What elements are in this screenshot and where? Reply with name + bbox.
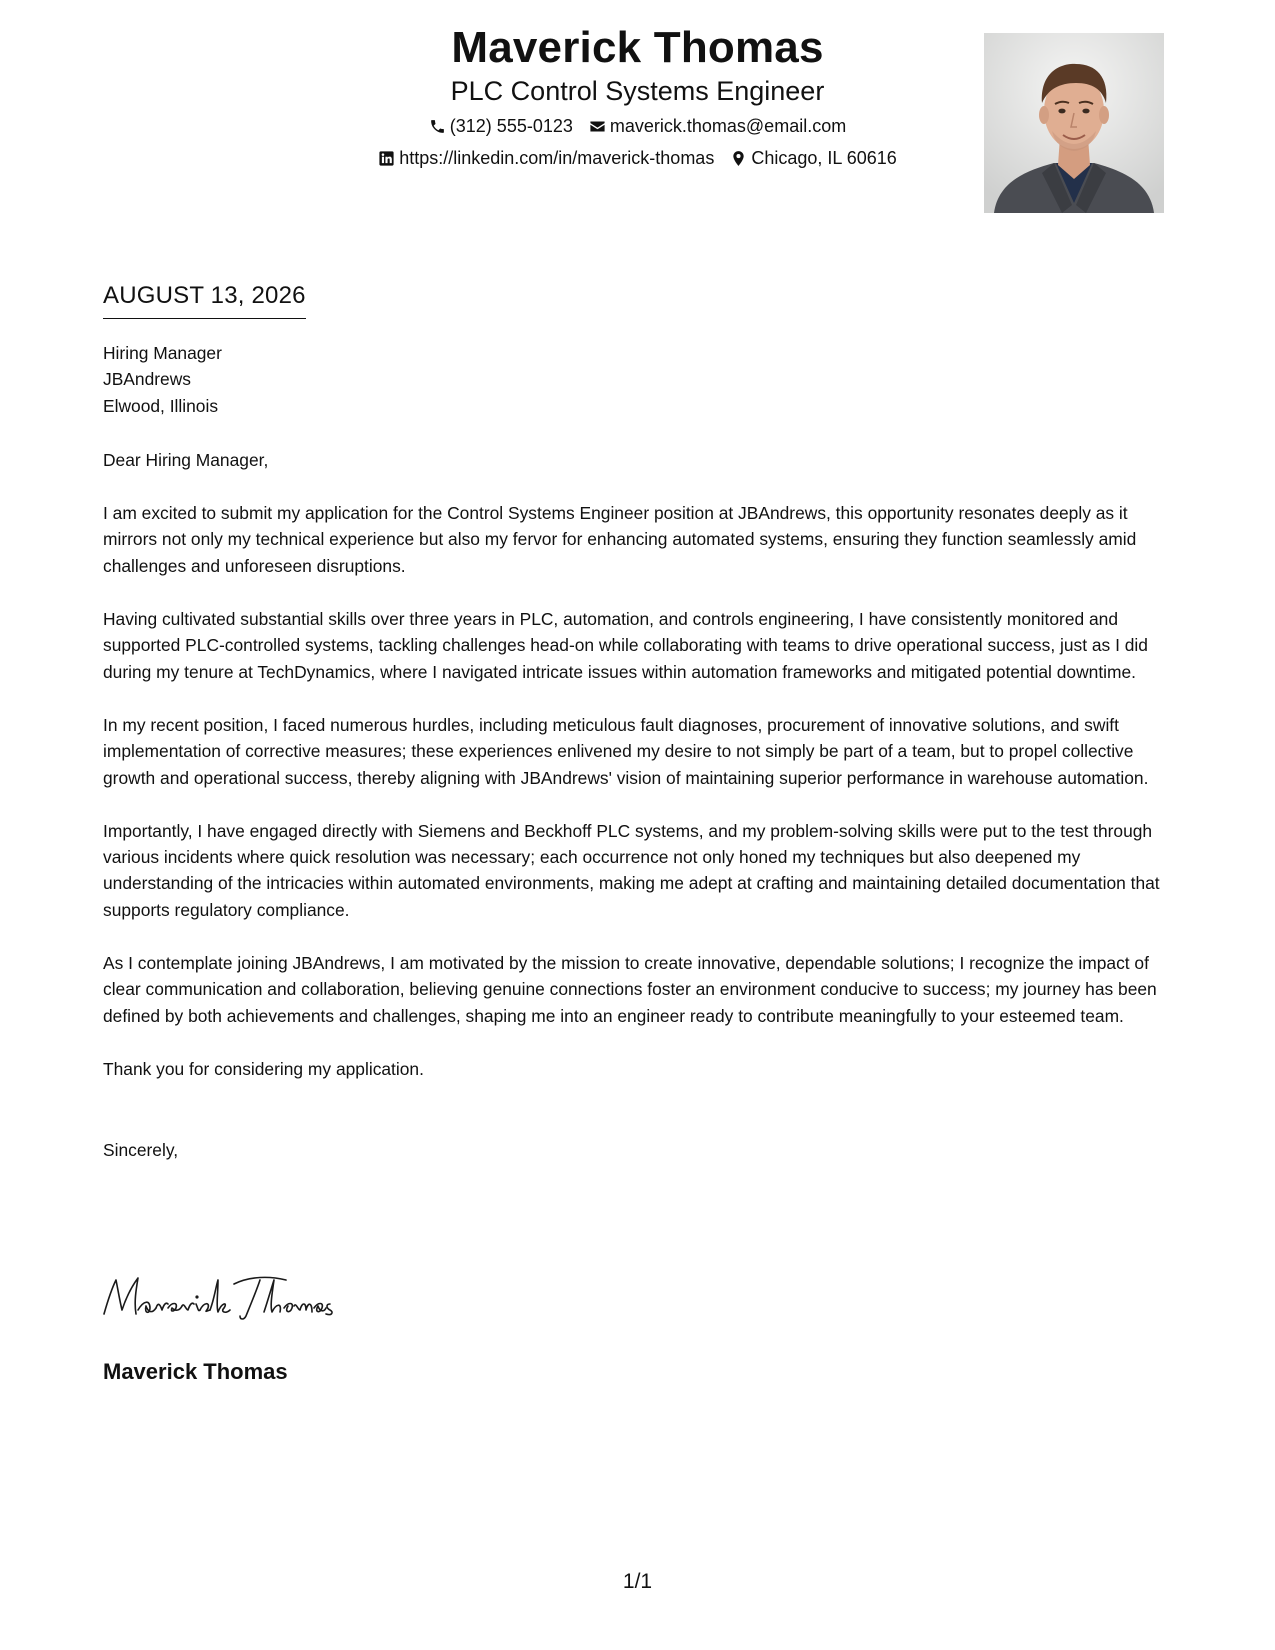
contact-phone [429,114,573,138]
signed-name: Maverick Thomas [103,1359,288,1384]
map-pin-icon [730,150,747,167]
contact-email [589,114,846,138]
body-paragraph: I am excited to submit my application for the Control Systems Engineer position at JBAndrews, this opportunity resonates deeply as it mirrors not only my technical experience but also my fervor for enhancing automated systems, ensuring they function seamlessly amid challenges and unforeseen disruptions. [103,503,1137,576]
contact-location [730,146,896,170]
body-paragraph: As I contemplate joining JBAndrews, I am motivated by the mission to create innovative, dependable solutions; I recognize the impact of clear communication and collaboration, believing genuine connections foster an environment conducive to success; my journey has been defined by both achievements and challenges, shaping me into an engineer ready to contribute meaningfully to your esteemed team. [103,953,1157,1026]
linkedin-icon [378,150,395,167]
letter-date: AUGUST 13, 2026 [103,280,306,319]
recipient-line: Hiring Manager [103,343,222,363]
recipient-block [103,340,1178,419]
applicant-title: PLC Control Systems Engineer [450,76,825,106]
page-number: 1/1 [622,1570,653,1593]
handwritten-signature [100,1270,370,1324]
recipient-location: Elwood, Illinois [103,395,219,416]
profile-photo [984,33,1164,213]
linkedin-url: https://linkedin.com/in/maverick-thomas [399,148,715,168]
envelope-icon [589,118,606,135]
location-text: Chicago, IL 60616 [751,148,897,168]
thank-you-line: Thank you for considering my application. [103,1058,424,1079]
applicant-name: Maverick Thomas [451,23,824,72]
recipient-company: JBAndrews [103,369,191,390]
letter-body [103,340,1178,1164]
salutation: Dear Hiring Manager, [103,449,269,470]
phone-icon [429,118,446,135]
profile-photo-illustration [984,33,1164,213]
phone-number: (312) 555-0123 [449,116,573,136]
email-address: maverick.thomas@email.com [609,116,847,136]
closing-line: Sincerely, [103,1140,179,1161]
body-paragraph: Importantly, I have engaged directly with Siemens and Beckhoff PLC systems, and my problem-solving skills were put to the test through various incidents where quick resolution was necessary; each occurrence not only honed my techniques but also deepened my understanding of the intricacies within automated environments, making me adept at crafting and maintaining detailed documentation that supports regulatory compliance. [103,820,1160,920]
signature-drawing [100,1270,370,1324]
contact-linkedin [378,146,714,170]
body-paragraph: Having cultivated substantial skills over three years in PLC, automation, and controls engineering, I have consistently monitored and supported PLC-controlled systems, tackling challenges head-on while collaborating with teams to drive operational success, just as I did during my tenure at TechDynamics, where I navigated intricate issues within automation frameworks and mitigated potential downtime. [103,609,1148,682]
body-paragraph: In my recent position, I faced numerous hurdles, including meticulous fault diagnoses, procurement of innovative solutions, and swift implementation of corrective measures; these experiences enlivened my desire to not simply be part of a team, but to propel collective growth and operational success, thereby aligning with JBAndrews' vision of maintaining superior performance in warehouse automation. [103,714,1149,788]
